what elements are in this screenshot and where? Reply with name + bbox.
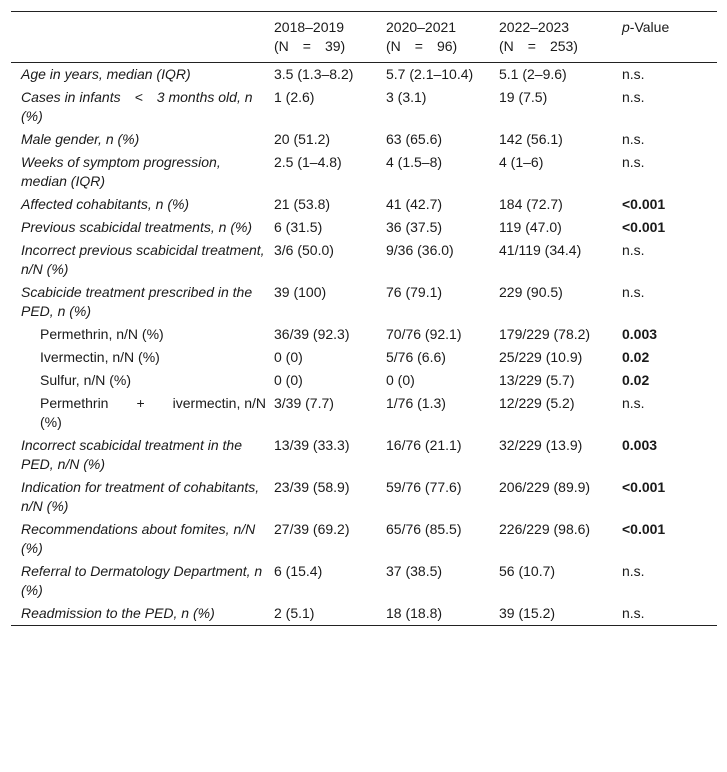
cell-2022-2023: 25/229 (10.9) — [499, 349, 583, 365]
cell-2018-2019: 0 (0) — [274, 372, 303, 388]
cell-2022-2023: 12/229 (5.2) — [499, 395, 575, 411]
row-label: Readmission to the PED, n (%) — [21, 605, 215, 621]
table-row — [11, 128, 717, 151]
row-label: Previous scabicidal treatments, n (%) — [21, 219, 253, 235]
cell-2020-2021: 36 (37.5) — [386, 219, 443, 235]
cell-p-value: <0.001 — [622, 196, 666, 212]
table-row — [11, 239, 717, 281]
cell-p-value: n.s. — [622, 563, 645, 579]
cell-2022-2023: 226/229 (98.6) — [499, 521, 591, 537]
cell-2018-2019: 39 (100) — [274, 284, 327, 300]
cell-2022-2023: 5.1 (2–9.6) — [499, 66, 567, 82]
header-2018-2019 — [274, 12, 386, 63]
row-label: Scabicide treatment prescribed in the PED, n (%) — [21, 284, 253, 319]
cell-p-value: n.s. — [622, 89, 645, 105]
cell-2022-2023: 179/229 (78.2) — [499, 326, 591, 342]
cell-p-value: n.s. — [622, 242, 645, 258]
cell-2020-2021: 70/76 (92.1) — [386, 326, 462, 342]
cell-2022-2023: 119 (47.0) — [499, 219, 562, 235]
row-label: Male gender, n (%) — [21, 131, 140, 147]
cell-2018-2019: 3/6 (50.0) — [274, 242, 334, 258]
header-n: (N = 253) — [499, 38, 578, 54]
header-n: (N = 96) — [386, 38, 458, 54]
table-body — [11, 63, 717, 626]
row-label: Incorrect scabicidal treatment in the PED, n/N (%) — [21, 437, 242, 472]
row-label: Age in years, median (IQR) — [21, 66, 191, 82]
row-label: Recommendations about fomites, n/N (%) — [21, 521, 256, 556]
row-label: Cases in infants < 3 months old, n (%) — [21, 89, 253, 124]
row-label: Weeks of symptom progression, median (IQR) — [21, 154, 221, 189]
row-label: Affected cohabitants, n (%) — [21, 196, 190, 212]
cell-2020-2021: 0 (0) — [386, 372, 415, 388]
cell-2020-2021: 37 (38.5) — [386, 563, 443, 579]
cell-p-value: <0.001 — [622, 521, 666, 537]
cell-p-value: n.s. — [622, 154, 645, 170]
header-period: 2020–2021 — [386, 19, 457, 35]
cell-p-value: n.s. — [622, 395, 645, 411]
table-row — [11, 281, 717, 323]
table-row — [11, 323, 717, 346]
table-row — [11, 476, 717, 518]
row-label: Ivermectin, n/N (%) — [40, 349, 160, 365]
cell-2020-2021: 41 (42.7) — [386, 196, 443, 212]
cell-2018-2019: 6 (31.5) — [274, 219, 323, 235]
cell-2020-2021: 3 (3.1) — [386, 89, 427, 105]
cell-2020-2021: 4 (1.5–8) — [386, 154, 443, 170]
cell-p-value: <0.001 — [622, 219, 666, 235]
cell-2020-2021: 63 (65.6) — [386, 131, 443, 147]
header-period: 2022–2023 — [499, 19, 570, 35]
results-table — [11, 11, 717, 626]
cell-p-value: n.s. — [622, 131, 645, 147]
row-label: Sulfur, n/N (%) — [40, 372, 132, 388]
cell-2022-2023: 184 (72.7) — [499, 196, 563, 212]
table-row — [11, 346, 717, 369]
cell-2018-2019: 21 (53.8) — [274, 196, 331, 212]
table-row — [11, 369, 717, 392]
cell-2018-2019: 2.5 (1–4.8) — [274, 154, 342, 170]
cell-2020-2021: 5.7 (2.1–10.4) — [386, 66, 474, 82]
table-row — [11, 151, 717, 193]
cell-2018-2019: 6 (15.4) — [274, 563, 323, 579]
cell-2020-2021: 18 (18.8) — [386, 605, 443, 621]
cell-p-value: 0.02 — [622, 349, 650, 365]
header-value: -Value — [629, 19, 670, 35]
cell-2020-2021: 16/76 (21.1) — [386, 437, 462, 453]
cell-2022-2023: 13/229 (5.7) — [499, 372, 575, 388]
cell-2018-2019: 1 (2.6) — [274, 89, 315, 105]
cell-2022-2023: 142 (56.1) — [499, 131, 563, 147]
cell-2022-2023: 39 (15.2) — [499, 605, 556, 621]
table-row — [11, 602, 717, 626]
header-p-value — [622, 12, 717, 63]
header-period: 2018–2019 — [274, 19, 345, 35]
row-label: Permethrin + ivermectin, n/N (%) — [40, 395, 267, 430]
header-n: (N = 39) — [274, 38, 346, 54]
cell-2018-2019: 0 (0) — [274, 349, 303, 365]
cell-2018-2019: 36/39 (92.3) — [274, 326, 350, 342]
row-label: Permethrin, n/N (%) — [40, 326, 164, 342]
cell-2018-2019: 27/39 (69.2) — [274, 521, 350, 537]
table-row — [11, 392, 717, 434]
header-label-cell — [11, 12, 274, 63]
row-label: Referral to Dermatology Department, n (%) — [21, 563, 263, 598]
cell-2018-2019: 3/39 (7.7) — [274, 395, 334, 411]
cell-p-value: 0.02 — [622, 372, 650, 388]
cell-2022-2023: 56 (10.7) — [499, 563, 556, 579]
cell-2022-2023: 19 (7.5) — [499, 89, 548, 105]
cell-2020-2021: 5/76 (6.6) — [386, 349, 446, 365]
table-row — [11, 86, 717, 128]
row-label: Indication for treatment of cohabitants, n/N (%) — [21, 479, 260, 514]
table-row — [11, 560, 717, 602]
row-label: Incorrect previous scabicidal treatment, n/N (%) — [21, 242, 265, 277]
cell-2022-2023: 32/229 (13.9) — [499, 437, 583, 453]
cell-p-value: 0.003 — [622, 437, 658, 453]
cell-2018-2019: 13/39 (33.3) — [274, 437, 350, 453]
cell-p-value: n.s. — [622, 66, 645, 82]
cell-2018-2019: 2 (5.1) — [274, 605, 315, 621]
cell-p-value: n.s. — [622, 284, 645, 300]
table-row — [11, 63, 717, 87]
table-row — [11, 193, 717, 216]
cell-p-value: 0.003 — [622, 326, 658, 342]
cell-2020-2021: 65/76 (85.5) — [386, 521, 462, 537]
cell-2018-2019: 3.5 (1.3–8.2) — [274, 66, 354, 82]
table-row — [11, 518, 717, 560]
header-2022-2023 — [499, 12, 622, 63]
header-2020-2021 — [386, 12, 499, 63]
cell-2022-2023: 206/229 (89.9) — [499, 479, 591, 495]
cell-2022-2023: 229 (90.5) — [499, 284, 563, 300]
cell-p-value: <0.001 — [622, 479, 666, 495]
header-row — [11, 12, 717, 63]
header-p: p — [622, 19, 630, 35]
cell-p-value: n.s. — [622, 605, 645, 621]
table-row — [11, 434, 717, 476]
cell-2020-2021: 9/36 (36.0) — [386, 242, 454, 258]
cell-2018-2019: 23/39 (58.9) — [274, 479, 350, 495]
cell-2020-2021: 1/76 (1.3) — [386, 395, 446, 411]
cell-2020-2021: 76 (79.1) — [386, 284, 443, 300]
table-row — [11, 216, 717, 239]
cell-2022-2023: 4 (1–6) — [499, 154, 544, 170]
cell-2018-2019: 20 (51.2) — [274, 131, 331, 147]
cell-2020-2021: 59/76 (77.6) — [386, 479, 462, 495]
cell-2022-2023: 41/119 (34.4) — [499, 242, 582, 258]
